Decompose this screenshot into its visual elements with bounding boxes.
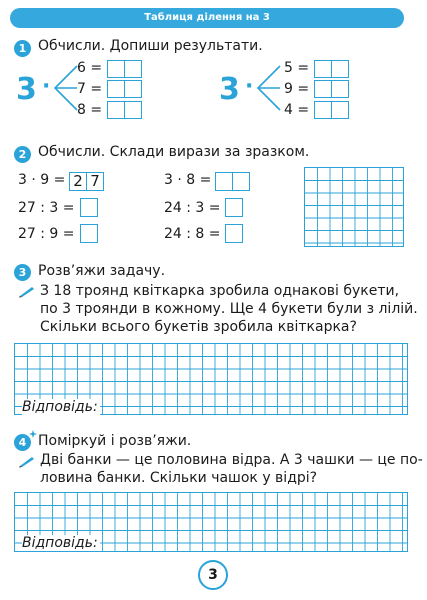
task1-right-sign: · (245, 74, 254, 99)
task2-expr-3: 24 : 3 = (164, 200, 221, 216)
task4-line-1: Дві банки — це половина відра. А 3 чашки — це по- (40, 452, 423, 468)
page-header: Таблиця ділення на 3 (10, 8, 404, 28)
task4-answer-label: Відповідь: (22, 535, 98, 551)
answer-cell[interactable] (80, 198, 98, 217)
task3-line-3: Скільки всього букетів зробила квіткарка? (40, 319, 357, 335)
task2-grid[interactable] (304, 167, 404, 247)
answer-cell[interactable] (225, 198, 243, 217)
answer-cell[interactable] (314, 60, 332, 78)
task1-left-sign: · (42, 74, 51, 99)
answer-cell[interactable] (80, 224, 98, 243)
answer-cell[interactable] (124, 101, 142, 119)
task1-left-item-1: 6 = (77, 60, 103, 76)
task2-expr-4: 27 : 9 = (18, 226, 75, 242)
task1-right-item-1: 5 = (284, 60, 310, 76)
answer-cell[interactable] (107, 60, 125, 78)
answer-cell[interactable] (331, 101, 349, 119)
answer-cell[interactable] (232, 172, 250, 191)
task1-right-item-3: 4 = (284, 102, 310, 118)
task1-left-branch-icon (52, 60, 78, 116)
answer-cell[interactable] (314, 101, 332, 119)
task2-expr-5: 24 : 8 = (164, 226, 221, 242)
task2-instruction: Обчисли. Склади вирази за зразком. (38, 144, 310, 160)
task1-right-branch-icon (255, 60, 281, 116)
pencil-icon (18, 284, 36, 298)
task1-left-item-2: 7 = (77, 81, 103, 97)
task3-instruction: Розв’яжи задачу. (38, 263, 166, 279)
task3-line-2: по 3 троянди в кожному. Ще 4 букети були з лілій. (40, 301, 418, 317)
answer-cell[interactable] (314, 80, 332, 98)
task1-right-item-2: 9 = (284, 81, 310, 97)
answer-cell[interactable] (225, 224, 243, 243)
pencil-icon (18, 454, 36, 468)
task3-answer-label: Відповідь: (22, 399, 98, 415)
task-number-1: 1 (14, 40, 31, 57)
task2-expr-2: 27 : 3 = (18, 200, 75, 216)
star-icon (29, 430, 37, 438)
page-number: 3 (198, 560, 228, 590)
task4-instruction: Поміркуй і розв’яжи. (38, 433, 192, 449)
example-digit-cell: 7 (86, 172, 104, 191)
task-number-3: 3 (14, 264, 31, 281)
task1-left-item-3: 8 = (77, 102, 103, 118)
task2-example-expr: 3 · 9 = (18, 172, 66, 188)
task1-right-multiplier: 3 (219, 72, 240, 107)
answer-cell[interactable] (124, 60, 142, 78)
task-number-2: 2 (14, 146, 31, 163)
answer-cell[interactable] (215, 172, 233, 191)
example-digit-cell: 2 (69, 172, 87, 191)
task2-expr-1: 3 · 8 = (164, 172, 212, 188)
task1-instruction: Обчисли. Допиши результати. (38, 38, 263, 54)
answer-cell[interactable] (107, 80, 125, 98)
task1-left-multiplier: 3 (16, 72, 37, 107)
answer-cell[interactable] (124, 80, 142, 98)
answer-cell[interactable] (107, 101, 125, 119)
answer-cell[interactable] (331, 80, 349, 98)
task-number-4: 4 (14, 434, 31, 451)
task4-line-2: ловина банки. Скільки чашок у відрі? (40, 470, 318, 486)
answer-cell[interactable] (331, 60, 349, 78)
task3-line-1: З 18 троянд квіткарка зробила однакові букети, (40, 283, 400, 299)
